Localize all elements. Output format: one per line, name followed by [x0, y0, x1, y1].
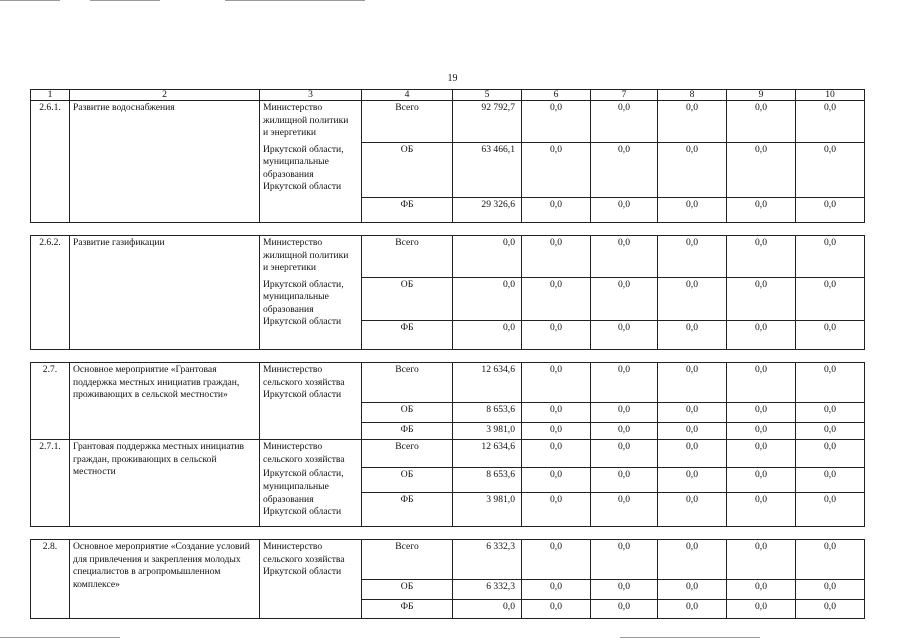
executor-line: жилищной политики: [263, 114, 349, 126]
executor-line: муниципальные: [263, 291, 329, 303]
item-code: 2.7.: [31, 363, 70, 440]
amount-year: 0,0: [796, 363, 865, 403]
executor-line: Иркутской области: [263, 566, 342, 578]
funding-source: ОБ: [362, 143, 453, 198]
amount-year: 0,0: [522, 236, 591, 278]
column-number: 7: [591, 90, 658, 101]
executor-line: сельского хозяйства: [263, 553, 345, 565]
amount-year: 0,0: [591, 467, 658, 492]
amount-year: 0,0: [796, 101, 865, 143]
amount-year: 0,0: [522, 198, 591, 223]
column-number: 2: [70, 90, 260, 101]
amount-year: 0,0: [591, 321, 658, 350]
table-row: [31, 236, 865, 278]
amount-year: 0,0: [727, 492, 796, 526]
amount-year: 0,0: [658, 440, 727, 468]
funding-source: Всего: [362, 539, 453, 579]
funding-source: ОБ: [362, 467, 453, 492]
executor-line: образования: [263, 303, 314, 315]
row-gap: [31, 350, 865, 363]
funding-source: Всего: [362, 101, 453, 143]
amount-year: 0,0: [727, 440, 796, 468]
executor-line: Иркутской области: [263, 389, 342, 401]
executor-line: Иркутской области,: [263, 468, 344, 480]
executor-line: Министерство: [263, 102, 323, 113]
amount-year: 0,0: [727, 101, 796, 143]
amount-total: 3 981,0: [453, 492, 522, 526]
executor-cell: [260, 539, 362, 579]
amount-year: 0,0: [522, 440, 591, 468]
executor-line: и энергетики: [263, 127, 317, 139]
executor-cell: [260, 467, 362, 526]
executor-line: Иркутской области: [263, 181, 342, 193]
amount-total: 12 634,6: [453, 363, 522, 403]
scan-edge-line: [620, 637, 760, 638]
amount-year: 0,0: [796, 467, 865, 492]
amount-total: 6 332,3: [453, 539, 522, 579]
amount-year: 0,0: [658, 198, 727, 223]
amount-year: 0,0: [658, 236, 727, 278]
funding-source: ОБ: [362, 278, 453, 321]
amount-year: 0,0: [658, 539, 727, 579]
column-number: 10: [796, 90, 865, 101]
row-gap-cell: [31, 223, 865, 236]
column-number: 8: [658, 90, 727, 101]
amount-year: 0,0: [522, 101, 591, 143]
table-row: [31, 101, 865, 143]
executor-cell: [260, 143, 362, 223]
item-name: Основное мероприятие «Создание условий для привлечения и закрепления молодых специалистов в агропромышленном комплексе»: [70, 539, 260, 618]
amount-year: 0,0: [658, 321, 727, 350]
funding-source: ФБ: [362, 600, 453, 619]
amount-year: 0,0: [796, 278, 865, 321]
page-number: 19: [447, 73, 458, 84]
amount-year: 0,0: [591, 101, 658, 143]
amount-year: 0,0: [591, 580, 658, 600]
amount-year: 0,0: [522, 600, 591, 619]
amount-year: 0,0: [522, 539, 591, 579]
item-code: 2.6.1.: [31, 101, 70, 223]
funding-source: Всего: [362, 363, 453, 403]
funding-source: ФБ: [362, 321, 453, 350]
amount-year: 0,0: [522, 423, 591, 440]
funding-source: Всего: [362, 236, 453, 278]
amount-year: 0,0: [591, 198, 658, 223]
amount-total: 0,0: [453, 236, 522, 278]
amount-total: 8 653,6: [453, 403, 522, 423]
executor-cell: [260, 403, 362, 440]
amount-year: 0,0: [591, 440, 658, 468]
amount-total: 0,0: [453, 600, 522, 619]
funding-source: Всего: [362, 440, 453, 468]
amount-year: 0,0: [796, 492, 865, 526]
amount-year: 0,0: [522, 403, 591, 423]
amount-year: 0,0: [522, 580, 591, 600]
amount-year: 0,0: [727, 363, 796, 403]
amount-year: 0,0: [591, 403, 658, 423]
executor-line: Министерство: [263, 540, 323, 552]
amount-year: 0,0: [522, 492, 591, 526]
table-row: [31, 539, 865, 579]
row-gap: [31, 526, 865, 539]
funding-source: ФБ: [362, 198, 453, 223]
amount-year: 0,0: [591, 278, 658, 321]
amount-year: 0,0: [796, 403, 865, 423]
executor-line: Иркутской области: [263, 316, 342, 328]
amount-year: 0,0: [658, 492, 727, 526]
executor-cell: [260, 580, 362, 619]
amount-year: 0,0: [658, 467, 727, 492]
amount-year: 0,0: [796, 423, 865, 440]
column-number: 9: [727, 90, 796, 101]
item-name: Развитие водоснабжения: [70, 101, 260, 223]
executor-cell: [260, 101, 362, 143]
amount-year: 0,0: [522, 143, 591, 198]
amount-year: 0,0: [522, 278, 591, 321]
amount-total: 3 981,0: [453, 423, 522, 440]
amount-year: 0,0: [727, 403, 796, 423]
amount-total: 6 332,3: [453, 580, 522, 600]
amount-year: 0,0: [591, 423, 658, 440]
amount-total: 63 466,1: [453, 143, 522, 198]
amount-year: 0,0: [796, 236, 865, 278]
amount-year: 0,0: [591, 492, 658, 526]
executor-line: Министерство: [263, 364, 323, 375]
amount-year: 0,0: [727, 278, 796, 321]
amount-year: 0,0: [727, 236, 796, 278]
amount-year: 0,0: [658, 580, 727, 600]
executor-line: Иркутской области: [263, 506, 342, 518]
budget-table: [30, 89, 865, 619]
executor-line: образования: [263, 168, 314, 180]
amount-year: 0,0: [796, 580, 865, 600]
scan-edge-line: [90, 0, 160, 1]
funding-source: ОБ: [362, 403, 453, 423]
amount-year: 0,0: [727, 321, 796, 350]
amount-year: 0,0: [796, 321, 865, 350]
amount-year: 0,0: [658, 278, 727, 321]
amount-year: 0,0: [658, 600, 727, 619]
amount-year: 0,0: [522, 467, 591, 492]
funding-source: ФБ: [362, 423, 453, 440]
column-number-row: [31, 90, 865, 101]
amount-year: 0,0: [727, 467, 796, 492]
funding-source: ФБ: [362, 492, 453, 526]
executor-line: сельского хозяйства: [263, 376, 345, 388]
amount-total: 29 326,6: [453, 198, 522, 223]
executor-line: Иркутской области,: [263, 278, 344, 290]
funding-source: ОБ: [362, 580, 453, 600]
amount-year: 0,0: [658, 403, 727, 423]
amount-year: 0,0: [591, 539, 658, 579]
executor-cell: [260, 363, 362, 403]
executor-line: и энергетики: [263, 262, 317, 274]
executor-cell: [260, 278, 362, 350]
amount-year: 0,0: [727, 580, 796, 600]
amount-year: 0,0: [658, 363, 727, 403]
amount-year: 0,0: [591, 236, 658, 278]
executor-line: Иркутской области,: [263, 143, 344, 155]
column-number: 3: [260, 90, 362, 101]
amount-year: 0,0: [591, 600, 658, 619]
row-gap-cell: [31, 350, 865, 363]
amount-year: 0,0: [727, 423, 796, 440]
item-code: 2.8.: [31, 539, 70, 618]
item-name: Грантовая поддержка местных инициатив граждан, проживающих в сельской местности: [70, 440, 260, 527]
executor-line: муниципальные: [263, 481, 329, 493]
amount-total: 0,0: [453, 278, 522, 321]
amount-year: 0,0: [522, 321, 591, 350]
row-gap-cell: [31, 526, 865, 539]
amount-year: 0,0: [796, 143, 865, 198]
amount-year: 0,0: [591, 143, 658, 198]
executor-cell: [260, 236, 362, 278]
scan-edge-line: [0, 637, 120, 638]
column-number: 1: [31, 90, 70, 101]
executor-line: Министерство: [263, 237, 323, 248]
executor-line: сельского хозяйства: [263, 453, 345, 465]
table-row: [31, 440, 865, 468]
table-body: [31, 90, 865, 619]
amount-year: 0,0: [658, 423, 727, 440]
amount-year: 0,0: [658, 101, 727, 143]
amount-year: 0,0: [727, 198, 796, 223]
column-number: 5: [453, 90, 522, 101]
column-number: 4: [362, 90, 453, 101]
amount-total: 12 634,6: [453, 440, 522, 468]
executor-line: жилищной политики: [263, 249, 349, 261]
amount-total: 0,0: [453, 321, 522, 350]
amount-total: 92 792,7: [453, 101, 522, 143]
amount-total: 8 653,6: [453, 467, 522, 492]
item-name: Основное мероприятие «Грантовая поддержка местных инициатив граждан, проживающих в сельской местности»: [70, 363, 260, 440]
item-name: Развитие газификации: [70, 236, 260, 350]
scan-edge-line: [0, 0, 60, 1]
amount-year: 0,0: [796, 198, 865, 223]
amount-year: 0,0: [796, 539, 865, 579]
executor-line: образования: [263, 493, 314, 505]
amount-year: 0,0: [591, 363, 658, 403]
amount-year: 0,0: [522, 363, 591, 403]
amount-year: 0,0: [727, 600, 796, 619]
item-code: 2.7.1.: [31, 440, 70, 527]
item-code: 2.6.2.: [31, 236, 70, 350]
amount-year: 0,0: [796, 440, 865, 468]
executor-line: муниципальные: [263, 156, 329, 168]
scan-edge-line: [225, 0, 365, 1]
executor-line: Министерство: [263, 441, 323, 453]
amount-year: 0,0: [658, 143, 727, 198]
column-number: 6: [522, 90, 591, 101]
table-row: [31, 363, 865, 403]
amount-year: 0,0: [727, 143, 796, 198]
amount-year: 0,0: [727, 539, 796, 579]
executor-cell: [260, 440, 362, 468]
amount-year: 0,0: [796, 600, 865, 619]
row-gap: [31, 223, 865, 236]
